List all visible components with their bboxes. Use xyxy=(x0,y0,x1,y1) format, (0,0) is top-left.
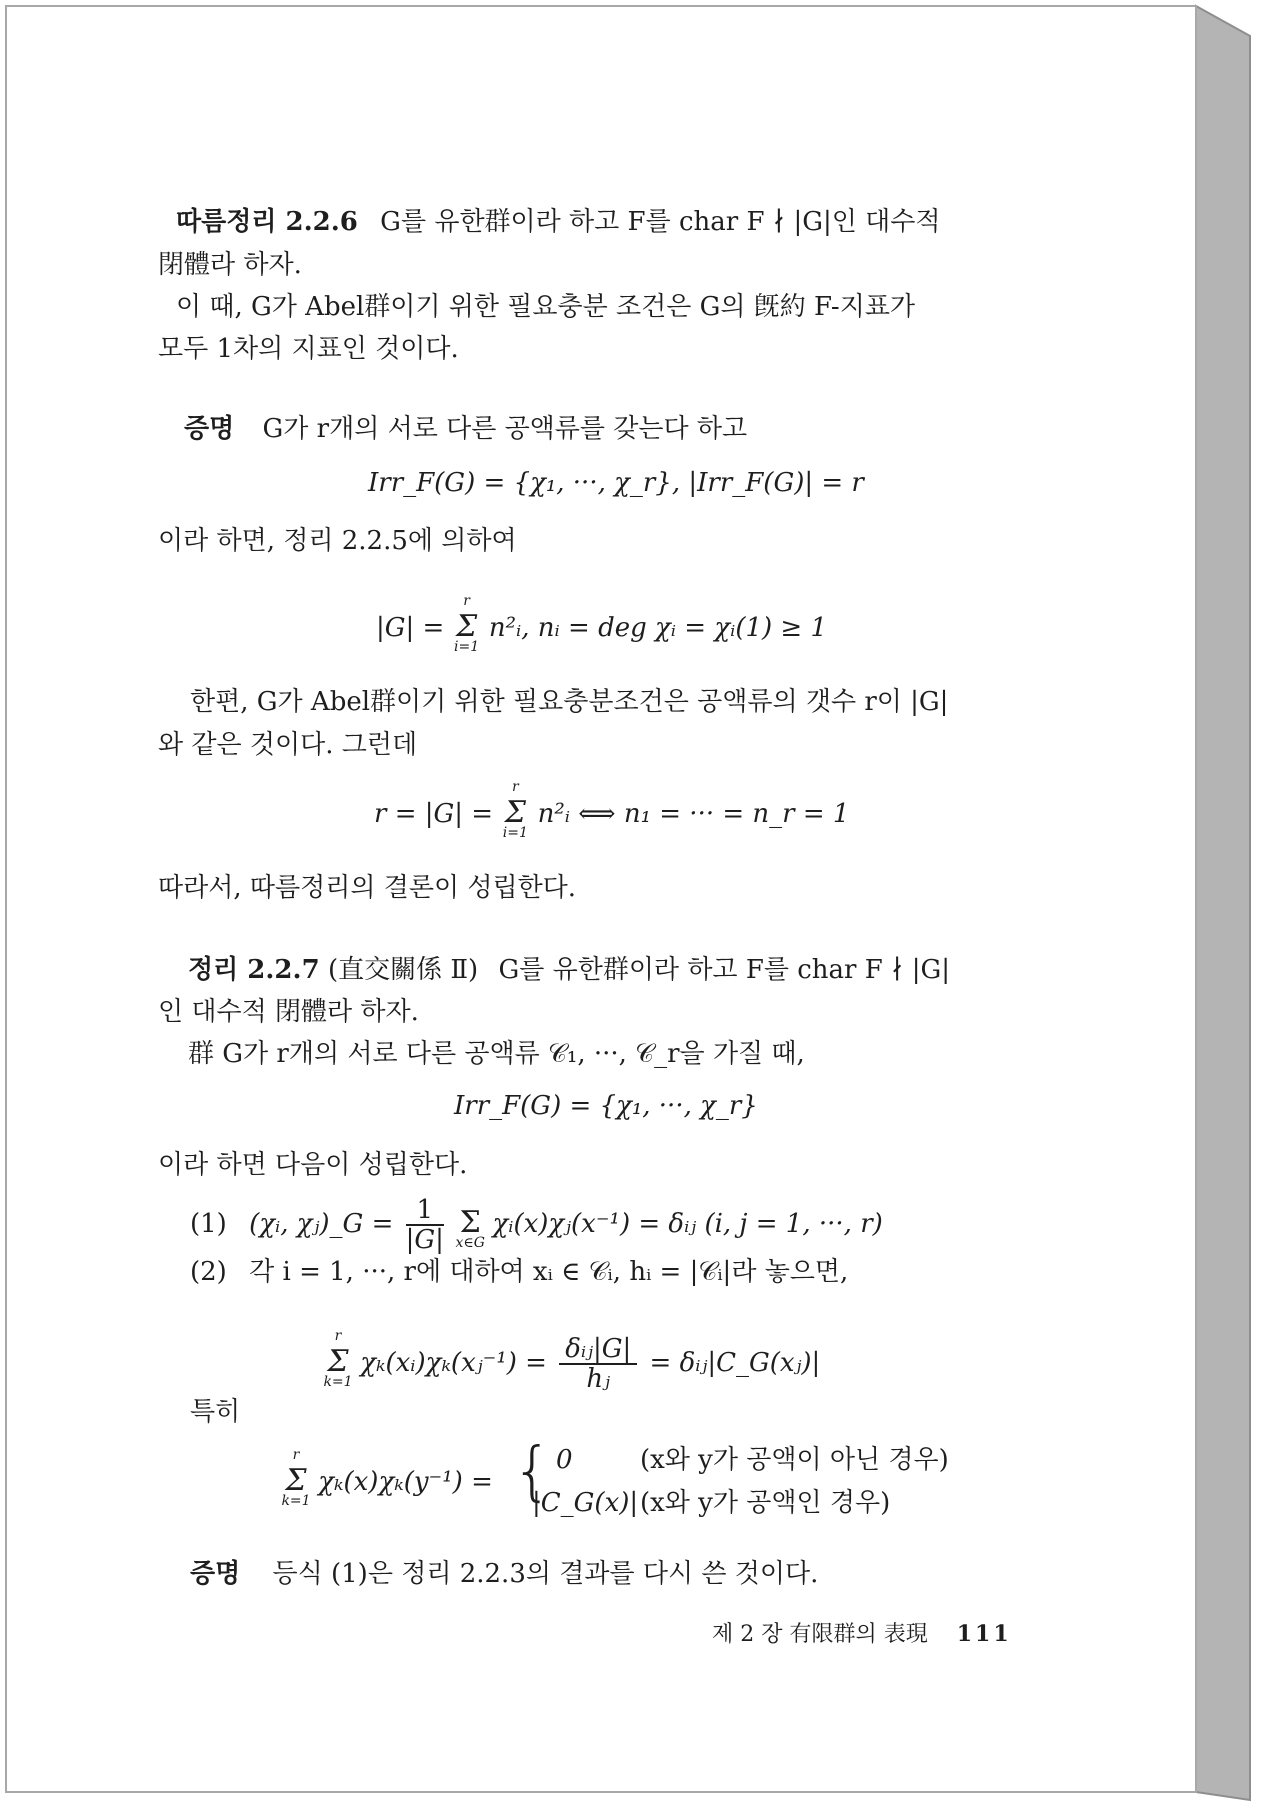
eq2-lhs: χₖ(xᵢ)χₖ(xⱼ⁻¹) = xyxy=(360,1348,547,1378)
case-1-condition: (x와 y가 공액이 아닌 경우) xyxy=(640,1445,949,1475)
eq2-rhs: n²ᵢ, nᵢ = deg χᵢ = χᵢ(1) ≥ 1 xyxy=(488,613,828,643)
item-1-number: (1) xyxy=(190,1209,227,1239)
eq3-lhs: r = |G| = xyxy=(374,799,494,829)
theorem-line-1 xyxy=(188,954,950,986)
sum-lower-limit: k=1 xyxy=(281,1493,311,1509)
corollary-line-2: 閉體라 하자. xyxy=(158,250,302,280)
proof-1-equation-1: Irr_F(G) = {χ₁, ···, χ_r}, |Irr_F(G)| = r xyxy=(368,468,864,498)
proof-1-label: 증명 xyxy=(184,414,235,444)
sigma-glyph: Σ xyxy=(459,1205,481,1240)
item-1-rhs: χᵢ(x)χⱼ(x⁻¹) = δᵢⱼ (i, j = 1, ···, r) xyxy=(492,1209,883,1239)
eq3-rhs: n²ᵢ ⟺ n₁ = ··· = n_r = 1 xyxy=(537,799,850,829)
sigma-glyph: Σ xyxy=(456,609,478,644)
sigma-glyph: Σ xyxy=(327,1344,349,1379)
corollary-line-3: 이 때, G가 Abel群이기 위한 필요충분 조건은 G의 旣約 F-지표가 xyxy=(176,292,916,322)
fraction xyxy=(406,1196,444,1254)
eq3-lhs: χₖ(x)χₖ(y⁻¹) = xyxy=(318,1467,493,1497)
proof-2-text-1: 등식 (1)은 정리 2.2.3의 결과를 다시 쓴 것이다. xyxy=(272,1559,819,1589)
theorem-line-4: 이라 하면 다음이 성립한다. xyxy=(158,1150,468,1180)
corollary-line-4: 모두 1차의 지표인 것이다. xyxy=(158,334,459,364)
corollary-text-1: G를 유한群이라 하고 F를 char F ∤ |G|인 대수적 xyxy=(380,207,941,237)
theorem-text-1: G를 유한群이라 하고 F를 char F ∤ |G| xyxy=(498,955,951,985)
proof-1-equation-3 xyxy=(374,779,850,841)
proof-1-text-1: G가 r개의 서로 다른 공액류를 갖는다 하고 xyxy=(262,414,748,444)
case-1-value: 0 xyxy=(556,1445,573,1475)
eq2-rhs: = δᵢⱼ|C_G(xⱼ)| xyxy=(649,1348,821,1378)
item-1-lhs: (χᵢ, χⱼ)_G = xyxy=(249,1209,394,1239)
theorem-label: 정리 2.2.7 xyxy=(188,955,320,985)
proof-1-line-5: 따라서, 따름정리의 결론이 성립한다. xyxy=(158,873,577,903)
sum-upper-limit: r xyxy=(292,1447,300,1463)
theorem-equation-3 xyxy=(281,1447,493,1509)
piecewise-brace: { xyxy=(512,1435,553,1509)
corollary-label: 따름정리 2.2.6 xyxy=(176,207,358,237)
fraction xyxy=(559,1335,637,1393)
sigma-glyph: Σ xyxy=(285,1463,307,1498)
running-footer xyxy=(712,1618,1012,1651)
theorem-line-2: 인 대수적 閉體라 하자. xyxy=(158,997,419,1027)
proof-1-line-3: 한편, G가 Abel群이기 위한 필요충분조건은 공액류의 갯수 r이 |G| xyxy=(190,687,949,717)
proof-1-equation-2 xyxy=(376,593,828,655)
proof-1-line-4: 와 같은 것이다. 그런데 xyxy=(158,730,418,760)
summation-symbol xyxy=(501,779,529,841)
item-2-number: (2) xyxy=(190,1257,227,1287)
summation-symbol xyxy=(323,1328,353,1390)
fraction-numerator: δᵢⱼ|G| xyxy=(559,1335,637,1365)
summation-symbol xyxy=(453,593,481,655)
fraction-denominator: |G| xyxy=(405,1225,444,1255)
theorem-line-3: 群 G가 r개의 서로 다른 공액류 𝒞₁, ···, 𝒞_r을 가질 때, xyxy=(188,1039,805,1069)
corollary-line-1 xyxy=(176,206,941,238)
chapter-title: 제 2 장 有限群의 表現 xyxy=(712,1622,928,1647)
theorem-item-1 xyxy=(190,1196,883,1254)
eq2-lhs: |G| = xyxy=(376,613,445,643)
case-2-condition: (x와 y가 공액인 경우) xyxy=(640,1488,891,1518)
fraction-numerator: 1 xyxy=(406,1196,444,1226)
theorem-equation-2 xyxy=(323,1328,821,1394)
sum-lower-limit: i=1 xyxy=(502,825,528,841)
theorem-title: (直交關係 Ⅱ) xyxy=(327,955,479,985)
sigma-glyph: Σ xyxy=(504,795,526,830)
theorem-item-2 xyxy=(190,1256,848,1288)
proof-1-line-1 xyxy=(184,413,747,445)
item-2-text: 각 i = 1, ···, r에 대하여 xᵢ ∈ 𝒞ᵢ, hᵢ = |𝒞ᵢ|라 놓으면, xyxy=(249,1257,849,1287)
sum-upper-limit: r xyxy=(334,1328,342,1344)
proof-2-label: 증명 xyxy=(190,1559,241,1589)
proof-1-line-2: 이라 하면, 정리 2.2.5에 의하여 xyxy=(158,526,517,556)
summation-symbol xyxy=(455,1205,485,1251)
fraction-denominator: hⱼ xyxy=(586,1364,611,1394)
summation-symbol xyxy=(281,1447,311,1509)
case-2-value: |C_G(x)| xyxy=(532,1488,639,1518)
sum-lower-limit: k=1 xyxy=(323,1374,353,1390)
sum-upper-limit: r xyxy=(463,593,470,609)
theorem-equation-1: Irr_F(G) = {χ₁, ···, χ_r} xyxy=(454,1091,758,1121)
page-number: 111 xyxy=(956,1621,1012,1647)
sum-lower-limit: i=1 xyxy=(454,639,480,655)
theorem-special-case: 특히 xyxy=(190,1397,241,1427)
sum-lower-limit: x∈G xyxy=(455,1235,485,1251)
sum-upper-limit: r xyxy=(512,779,519,795)
proof-2-line-1 xyxy=(190,1558,818,1590)
